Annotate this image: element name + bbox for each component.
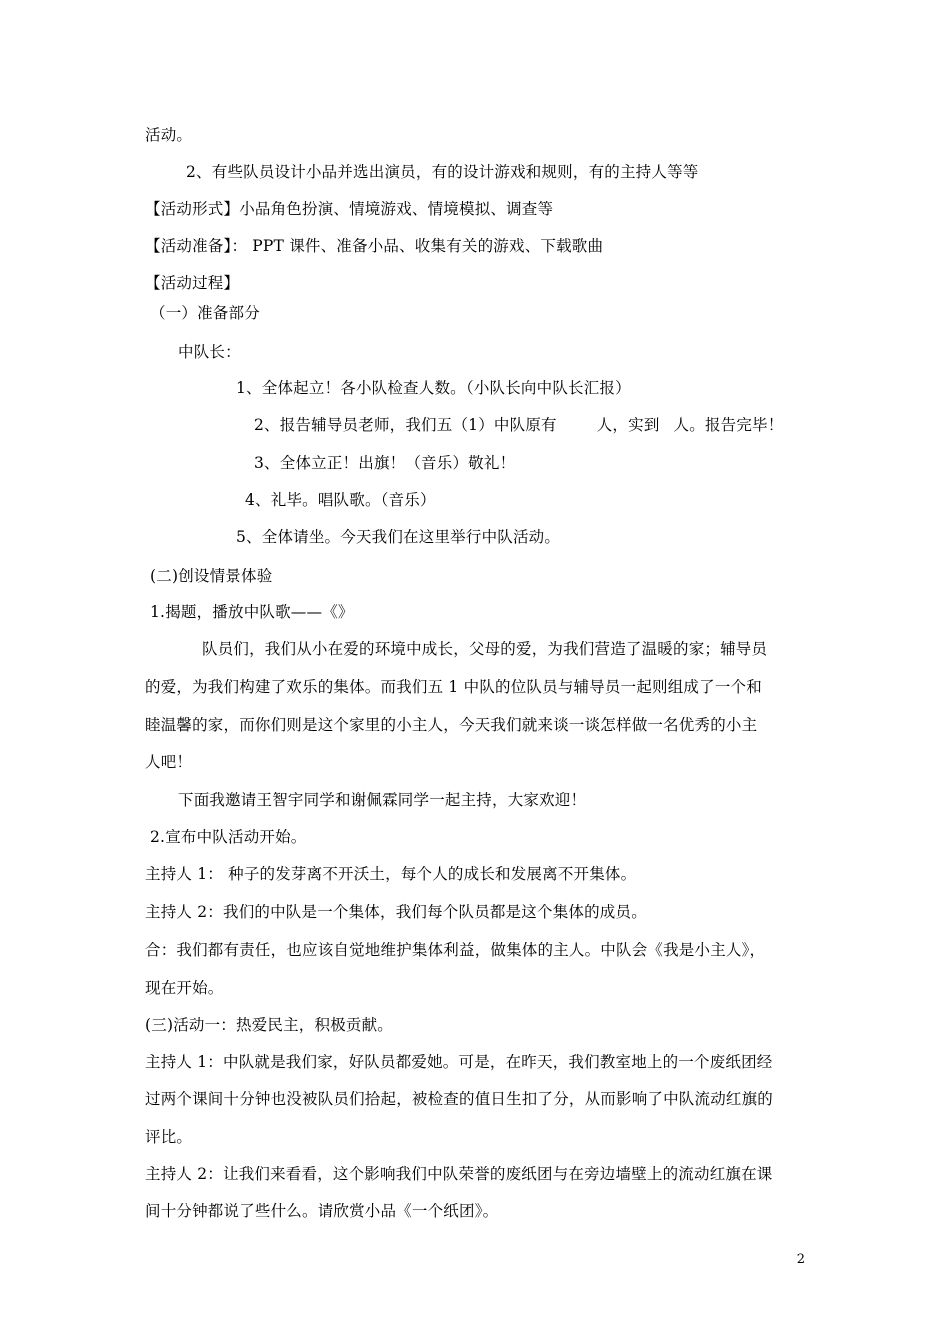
list-item: 1、全体起立！各小队检查人数。（小队长向中队长汇报）: [236, 379, 631, 397]
list-item-part: 人，实到: [596, 416, 660, 434]
dialogue-line: 主持人 1：中队就是我们家，好队员都爱她。可是，在昨天，我们教室地上的一个废纸团经: [145, 1053, 773, 1071]
paragraph-line: 的爱，为我们构建了欢乐的集体。而我们五 1 中队的位队员与辅导员一起则组成了一个和: [145, 678, 762, 696]
dialogue-line: 主持人 2：我们的中队是一个集体，我们每个队员都是这个集体的成员。: [145, 903, 647, 921]
paragraph-line: 人吧！: [145, 753, 193, 771]
subsection-heading: （一）准备部分: [150, 304, 260, 322]
list-item: 4、礼毕。唱队歌。（音乐）: [245, 491, 436, 509]
page-number: 2: [796, 1252, 805, 1267]
text-line: 2、有些队员设计小品并选出演员，有的设计游戏和规则，有的主持人等等: [186, 163, 699, 181]
dialogue-line: 评比。: [145, 1128, 193, 1146]
section-activity-process: 【活动过程】: [145, 274, 240, 292]
text-line: 中队长：: [178, 343, 241, 361]
text-line: 1.揭题，播放中队歌——《》: [150, 603, 354, 621]
dialogue-line: 过两个课间十分钟也没被队员们拾起，被检查的值日生扣了分，从而影响了中队流动红旗的: [145, 1090, 774, 1108]
subsection-heading: (三)活动一：热爱民主，积极贡献。: [145, 1016, 393, 1034]
subsection-heading: (二)创设情景体验: [150, 567, 273, 585]
dialogue-line: 合：我们都有责任，也应该自觉地维护集体利益，做集体的主人。中队会《我是小主人》，: [145, 941, 766, 959]
list-item: 3、全体立正！出旗！（音乐）敬礼！: [254, 454, 516, 472]
paragraph-line: 睦温馨的家，而你们则是这个家里的小主人，今天我们就来谈一谈怎样做一名优秀的小主: [145, 716, 758, 734]
text-line: 2.宣布中队活动开始。: [150, 828, 307, 846]
dialogue-line: 主持人 1： 种子的发芽离不开沃土，每个人的成长和发展离不开集体。: [145, 865, 637, 883]
section-activity-form: 【活动形式】小品角色扮演、情境游戏、情境模拟、调查等: [145, 200, 554, 218]
list-item-part: 2、报告辅导员老师，我们五（1）中队原有: [254, 416, 557, 434]
list-item: [254, 415, 783, 435]
section-activity-prep: 【活动准备】： PPT 课件、准备小品、收集有关的游戏、下载歌曲: [145, 237, 604, 255]
paragraph-line: 队员们，我们从小在爱的环境中成长，父母的爱，为我们营造了温暖的家；辅导员: [202, 640, 768, 658]
text-line: 下面我邀请王智宇同学和谢佩霖同学一起主持，大家欢迎！: [178, 791, 587, 809]
dialogue-line: 现在开始。: [145, 979, 224, 997]
list-item: 5、全体请坐。今天我们在这里举行中队活动。: [236, 528, 561, 546]
text-line: 活动。: [145, 126, 193, 144]
list-item-part: 人。报告完毕！: [673, 416, 784, 434]
dialogue-line: 间十分钟都说了些什么。请欣赏小品《一个纸团》。: [145, 1202, 499, 1220]
dialogue-line: 主持人 2：让我们来看看，这个影响我们中队荣誉的废纸团与在旁边墙壁上的流动红旗在课: [145, 1165, 773, 1183]
